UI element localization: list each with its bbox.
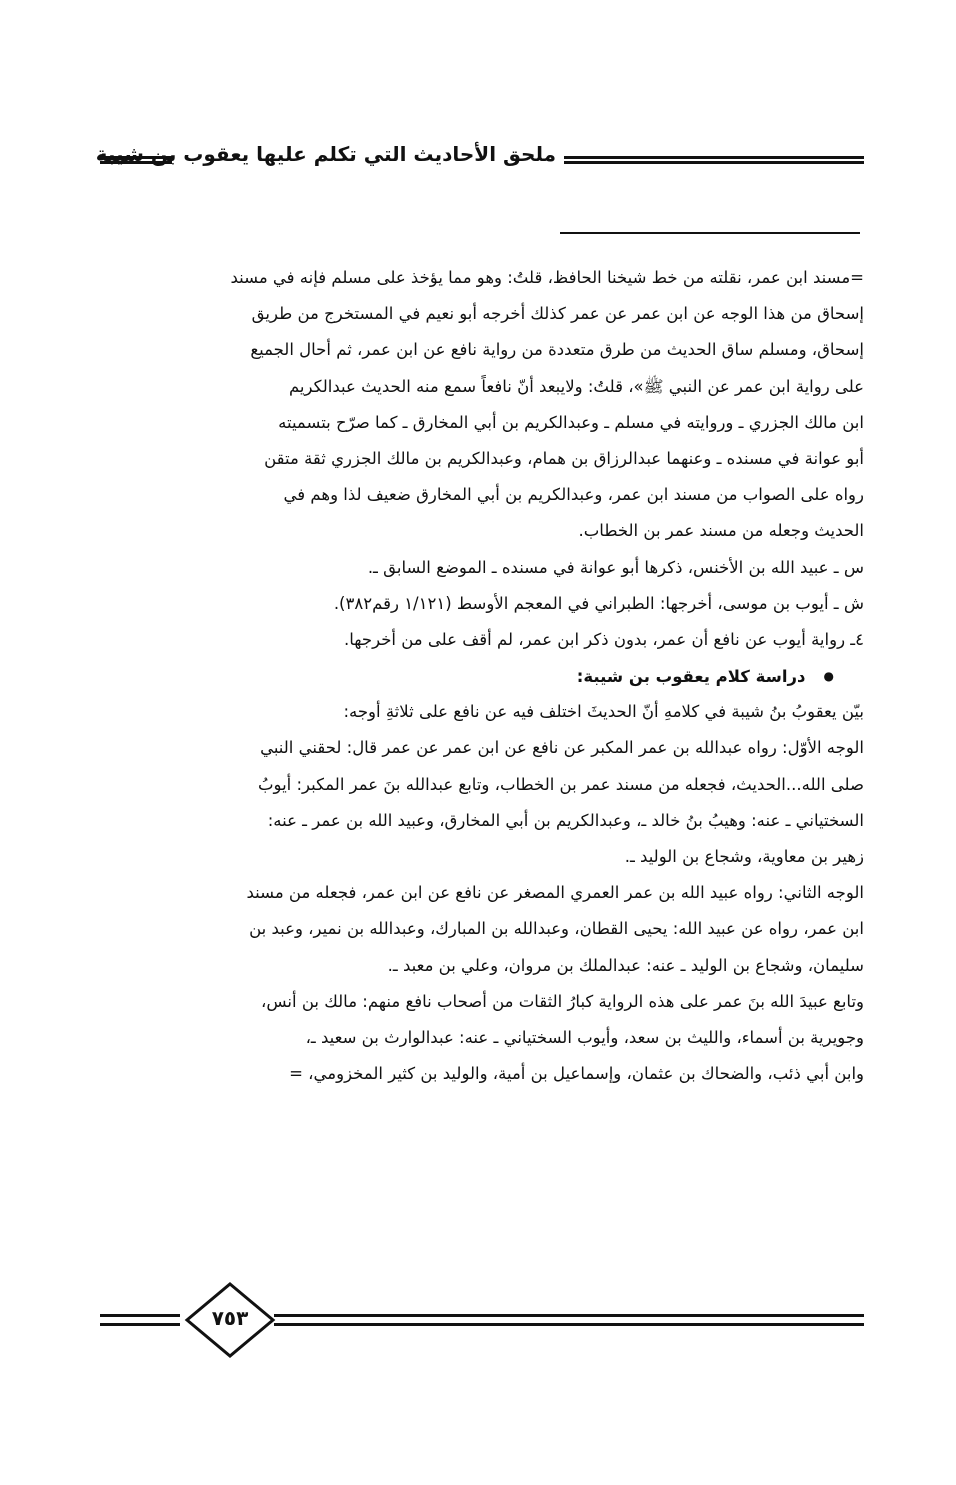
- text-line: =مسند ابن عمر، نقلته من خط شيخنا الحافظ، قلتُ: وهو مما يؤخذ على مسلم فإنه في مسند: [230, 268, 864, 287]
- text-line: زهير بن معاوية، وشجاع بن الوليد ـ.: [624, 847, 864, 866]
- footnote-separator: [560, 232, 860, 234]
- footnote-text: [100, 260, 864, 1092]
- text-line: ابن عمر، رواه عن عبيد الله: يحيى القطان، وعبدالله بن المبارك، وعبدالله بن نمير، وعبد بن: [249, 919, 864, 939]
- running-header: [95, 140, 864, 180]
- text-line: الحديث وجعله من مسند عمر بن الخطاب.: [578, 521, 864, 541]
- text-line: وجويرية بن أسماء، والليث بن سعد، وأيوب السختياني ـ عنه: عبدالوارث بن سعيد ـ،: [305, 1027, 864, 1047]
- text-line: ش ـ أيوب بن موسى، أخرجها: الطبراني في المعجم الأوسط (١/١٢١ رقم٣٨٢).: [333, 593, 864, 613]
- header-title: ملحق الأحاديث التي تكلم عليها يعقوب بن شيبة: [95, 142, 556, 166]
- text-line: إسحاق، ومسلم ساق الحديث من طرق متعددة من رواية نافع عن ابن عمر، ثم أحال الجميع: [250, 340, 864, 360]
- text-line: الوجه الأوّل: رواه عبدالله بن عمر المكبر عن نافع عن ابن عمر عن عمر قال: لحقني النبي: [260, 738, 864, 758]
- footer-rule-left: [100, 1314, 180, 1326]
- text-line: س ـ عبيد الله بن الأخنس، ذكرها أبو عوانة في مسنده ـ الموضع السابق ـ.: [367, 557, 864, 577]
- text-line: إسحاق من هذا الوجه عن ابن عمر عن عمر كذلك أخرجه أبو نعيم في المستخرج من طريق: [251, 304, 864, 324]
- text-line: رواه على الصواب من مسند ابن عمر، وعبدالكريم بن أبي المخارق ضعيف لذا وهم في: [283, 485, 864, 505]
- header-rule-right: [564, 156, 864, 164]
- text-line: على رواية ابن عمر عن النبي ﷺ»، قلتُ: ولايبعد أنّ نافعاً سمع منه الحديث عبدالكريم: [288, 376, 864, 396]
- text-line: ٤ـ رواية أيوب عن نافع أن عمر، بدون ذكر ابن عمر، لم أقف على من أخرجها.: [344, 629, 864, 649]
- text-line: أبو عوانة في مسنده ـ وعنهما عبدالرزاق بن همام، وعبدالكريم بن مالك الجزري ثقة متقن: [264, 448, 864, 468]
- text-line: ابن مالك الجزري ـ وروايته في مسلم ـ وعبدالكريم بن أبي المخارق ـ كما صرّح بتسميته: [278, 412, 864, 432]
- text-line: بيّن يعقوبُ بنُ شيبة في كلامهِ أنّ الحديثَ اختلف فيه عن نافع على ثلاثةِ أوجه:: [343, 702, 864, 722]
- section-heading: ● دراسة كلام يعقوب بن شيبة:: [100, 658, 864, 694]
- text-line: وتابع عبيدَ الله بنَ عمر على هذه الرواية كبارُ الثقات من أصحاب نافع منهم: مالك بن أنس،: [261, 991, 864, 1011]
- text-line: وابن أبي ذئب، والضحاك بن عثمان، وإسماعيل بن أمية، والوليد بن كثير المخزومي، =: [289, 1064, 864, 1084]
- footer-rule-right: [274, 1314, 864, 1326]
- page-footer: [100, 1280, 864, 1380]
- page-number: ٧٥٣: [211, 1306, 249, 1330]
- text-line: الوجه الثاني: رواه عبيد الله بن عمر العمري المصغر عن نافع عن ابن عمر، فجعله من مسند: [246, 883, 864, 903]
- text-line: السختياني ـ عنه: وهيبُ بنُ خالد ـ، وعبدالكريم بن أبي المخارق، وعبيد الله بن عمر ـ عنه:: [267, 810, 864, 830]
- text-line: صلى الله...الحديث، فجعله من مسند عمر بن الخطاب، وتابع عبدالله بنَ عمر المكبر: أيوبُ: [258, 774, 864, 794]
- text-line: سليمان، وشجاع بن الوليد ـ عنه: عبدالملك بن مروان، وعلي بن معبد ـ.: [387, 955, 864, 975]
